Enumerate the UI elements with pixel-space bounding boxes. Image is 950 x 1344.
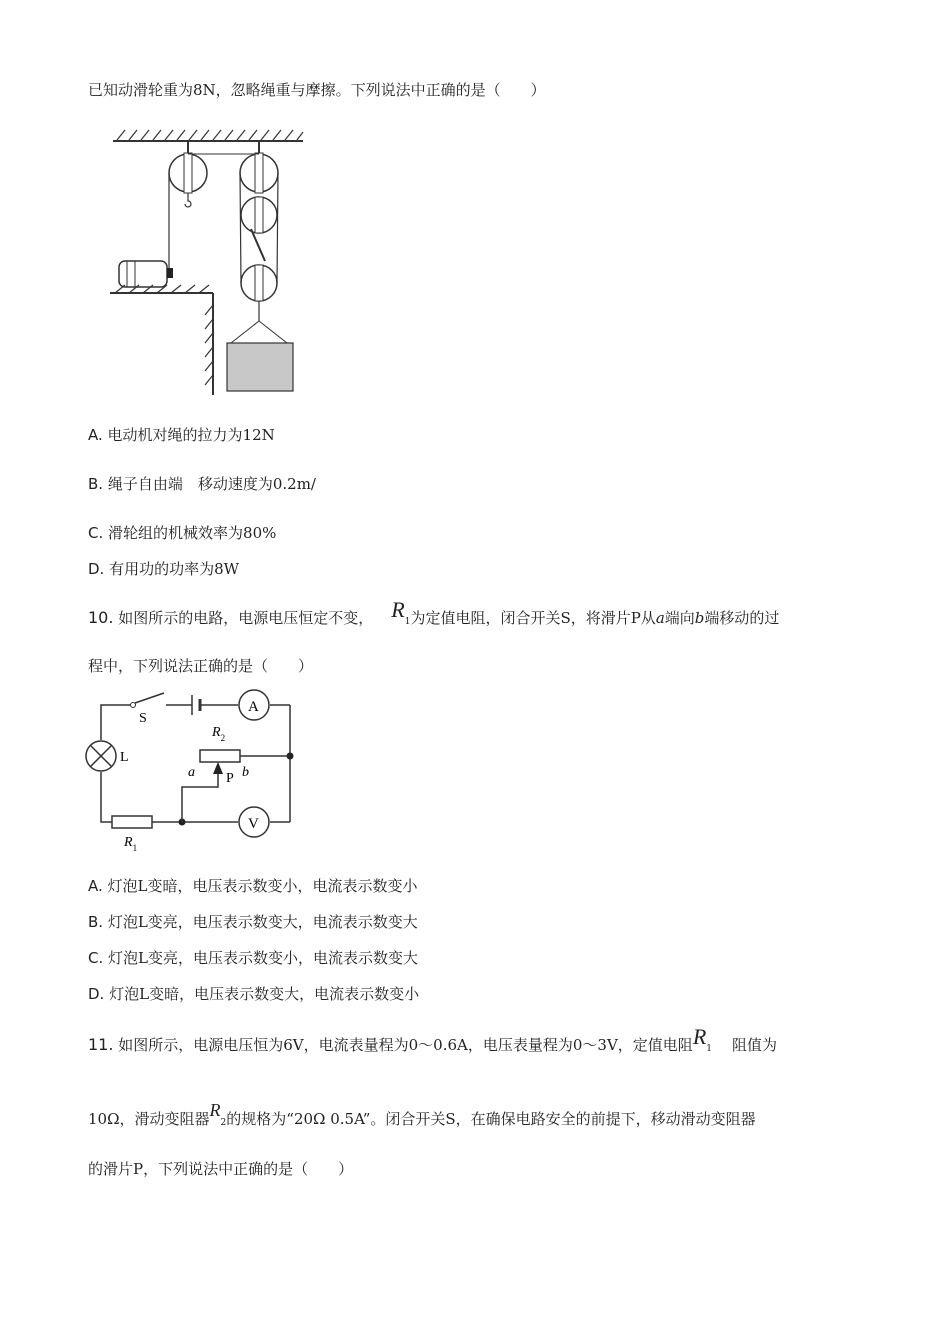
- switch-label: S: [139, 711, 147, 726]
- q9-option-b[interactable]: B. 绳子自由端 移动速度为0.2m/: [88, 475, 316, 493]
- q10-stem-line2: 程中，下列说法正确的是（ ）: [88, 657, 314, 675]
- q10-option-b[interactable]: B. 灯泡L变亮，电压表示数变大，电流表示数变大: [88, 913, 418, 931]
- q9-option-a[interactable]: A. 电动机对绳的拉力为12N: [88, 426, 275, 444]
- q10-option-a[interactable]: A. 灯泡L变暗，电压表示数变小，电流表示数变小: [88, 877, 418, 895]
- q9-option-d[interactable]: D. 有用功的功率为8W: [88, 560, 240, 578]
- q9-stem: 已知动滑轮重为8N，忽略绳重与摩擦。下列说法中正确的是（ ）: [88, 81, 546, 99]
- r2-label: R: [212, 725, 221, 740]
- r1-label-sub: 1: [132, 843, 138, 853]
- q11-stem: 11. 如图所示，电源电压恒为6V，电流表量程为0～0.6A，电压表量程为0～3V，定值电阻R1 阻值为: [88, 1024, 778, 1054]
- q10-option-c[interactable]: C. 灯泡L变亮，电压表示数变小，电流表示数变大: [88, 949, 418, 967]
- lamp-label: L: [120, 750, 129, 765]
- end-a-label: a: [188, 765, 195, 780]
- r1-label: R: [124, 835, 133, 850]
- svg-text:R1: [123, 835, 137, 853]
- q11-stem-line3: 的滑片P，下列说法中正确的是（ ）: [88, 1160, 354, 1178]
- pulley-system-figure: [105, 125, 305, 400]
- circuit-diagram: [84, 688, 304, 858]
- voltmeter-label: V: [248, 816, 259, 832]
- svg-text:R2: [211, 725, 225, 743]
- q10-option-d[interactable]: D. 灯泡L变暗，电压表示数变大，电流表示数变小: [88, 985, 420, 1003]
- q11-stem-line2: 10Ω，滑动变阻器R2的规格为“20Ω 0.5A”。闭合开关S，在确保电路安全的前提下，移动滑动变阻器: [88, 1100, 756, 1128]
- q10-stem: 10. 如图所示的电路，电源电压恒定不变， R1为定值电阻，闭合开关S，将滑片P从a端向b端移动的过: [88, 597, 780, 627]
- r2-label-sub: 2: [220, 733, 226, 743]
- q9-option-c[interactable]: C. 滑轮组的机械效率为80%: [88, 524, 277, 542]
- end-b-label: b: [242, 765, 249, 780]
- slider-label: P: [226, 771, 234, 786]
- ammeter-label: A: [248, 699, 259, 715]
